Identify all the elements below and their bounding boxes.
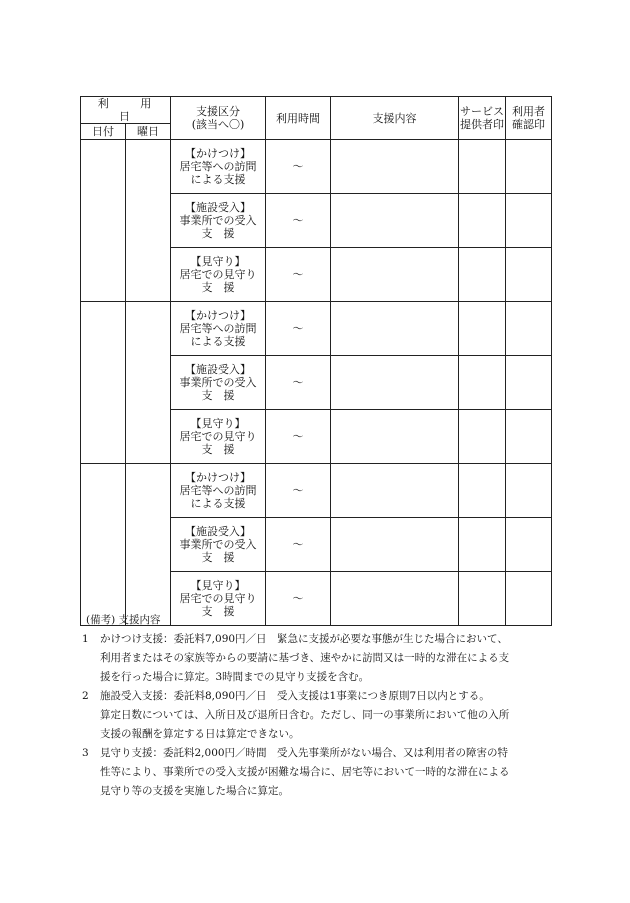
- content-cell[interactable]: [331, 464, 459, 518]
- category-line: 【施設受入】: [185, 201, 251, 214]
- note-item: [82, 744, 552, 801]
- content-cell[interactable]: [331, 194, 459, 248]
- time-cell[interactable]: ～: [266, 140, 331, 194]
- note-line: 性等により、事業所での受入支援が困難な場合に、居宅等において一時的な滞在による: [100, 766, 510, 778]
- date-cell[interactable]: [81, 464, 126, 626]
- category-line: 居宅での見守り: [179, 430, 257, 443]
- category-cell[interactable]: [171, 410, 266, 464]
- user-seal-cell[interactable]: [506, 194, 552, 248]
- category-line: 居宅等への訪問: [179, 160, 257, 173]
- time-cell[interactable]: ～: [266, 302, 331, 356]
- note-line: 見守り支援：委託料2,000円／時間 受入先事業所がない場合、又は利用者の障害の特: [100, 747, 509, 759]
- category-line: 支 援: [201, 443, 235, 456]
- time-cell[interactable]: ～: [266, 572, 331, 626]
- weekday-cell[interactable]: [126, 140, 171, 302]
- category-line: 居宅等への訪問: [179, 322, 257, 335]
- time-cell[interactable]: ～: [266, 194, 331, 248]
- category-line: 支 援: [201, 551, 235, 564]
- category-line: による支援: [190, 335, 246, 348]
- user-seal-cell[interactable]: [506, 464, 552, 518]
- date-header: 日付: [81, 124, 126, 140]
- note-number: 3: [82, 747, 89, 759]
- note-line: 援を行った場合に算定。3時間までの見守り支援を含む。: [100, 671, 370, 683]
- date-cell[interactable]: [81, 140, 126, 302]
- content-cell[interactable]: [331, 302, 459, 356]
- table-row: [81, 302, 552, 356]
- category-cell[interactable]: [171, 464, 266, 518]
- provider-seal-cell[interactable]: [459, 356, 506, 410]
- note-line: 施設受入支援：委託料8,090円／日 受入支援は1事業につき原則7日以内とする。: [100, 690, 490, 702]
- category-line: 【かけつけ】: [185, 471, 251, 484]
- provider-seal-cell[interactable]: [459, 410, 506, 464]
- notes-heading: (備考) 支援内容: [86, 614, 161, 626]
- note-line: 見守り等の支援を実施した場合に算定。: [100, 785, 289, 797]
- note-item: [82, 630, 552, 687]
- support-record-table: [80, 96, 552, 626]
- category-line: 【見守り】: [190, 417, 246, 430]
- category-line: 【かけつけ】: [185, 147, 251, 160]
- content-header: 支援内容: [331, 97, 459, 140]
- content-cell[interactable]: [331, 356, 459, 410]
- date-group-header: 利 用 日: [81, 97, 171, 124]
- user-seal-cell[interactable]: [506, 140, 552, 194]
- category-line: 事業所での受入: [179, 538, 257, 551]
- content-cell[interactable]: [331, 518, 459, 572]
- table-row: [81, 140, 552, 194]
- provider-seal-cell[interactable]: [459, 518, 506, 572]
- provider-seal-cell[interactable]: [459, 140, 506, 194]
- user-seal-cell[interactable]: [506, 248, 552, 302]
- category-line: 【施設受入】: [185, 525, 251, 538]
- time-cell[interactable]: ～: [266, 464, 331, 518]
- category-line: 事業所での受入: [179, 376, 257, 389]
- note-line: 支援の報酬を算定する日は算定できない。: [100, 728, 300, 740]
- category-cell[interactable]: [171, 140, 266, 194]
- content-cell[interactable]: [331, 410, 459, 464]
- table-row: [81, 464, 552, 518]
- provider-seal-header: サービス 提供者印: [459, 97, 506, 140]
- note-line: かけつけ支援：委託料7,090円／日 緊急に支援が必要な事態が生じた場合において、: [100, 633, 508, 645]
- notes-section: [82, 611, 552, 801]
- category-line: 居宅での見守り: [179, 592, 257, 605]
- time-cell[interactable]: ～: [266, 248, 331, 302]
- provider-seal-cell[interactable]: [459, 248, 506, 302]
- category-line: による支援: [190, 497, 246, 510]
- user-seal-cell[interactable]: [506, 518, 552, 572]
- category-line: 居宅での見守り: [179, 268, 257, 281]
- category-line: 支 援: [201, 605, 235, 618]
- provider-seal-cell[interactable]: [459, 194, 506, 248]
- provider-seal-cell[interactable]: [459, 302, 506, 356]
- weekday-cell[interactable]: [126, 302, 171, 464]
- category-line: 支 援: [201, 227, 235, 240]
- category-line: 【見守り】: [190, 255, 246, 268]
- category-line: 居宅等への訪問: [179, 484, 257, 497]
- category-line: 【見守り】: [190, 579, 246, 592]
- note-number: 1: [82, 633, 89, 645]
- time-cell[interactable]: ～: [266, 518, 331, 572]
- date-cell[interactable]: [81, 302, 126, 464]
- category-cell[interactable]: [171, 518, 266, 572]
- content-cell[interactable]: [331, 248, 459, 302]
- user-seal-cell[interactable]: [506, 356, 552, 410]
- category-header: 支援区分 (該当へ〇): [171, 97, 266, 140]
- category-line: による支援: [190, 173, 246, 186]
- user-seal-header: 利用者 確認印: [506, 97, 552, 140]
- time-header: 利用時間: [266, 97, 331, 140]
- category-cell[interactable]: [171, 194, 266, 248]
- note-item: [82, 687, 552, 744]
- category-line: 【かけつけ】: [185, 309, 251, 322]
- category-cell[interactable]: [171, 356, 266, 410]
- weekday-cell[interactable]: [126, 464, 171, 626]
- time-cell[interactable]: ～: [266, 410, 331, 464]
- time-cell[interactable]: ～: [266, 356, 331, 410]
- category-cell[interactable]: [171, 302, 266, 356]
- category-cell[interactable]: [171, 248, 266, 302]
- provider-seal-cell[interactable]: [459, 464, 506, 518]
- user-seal-cell[interactable]: [506, 410, 552, 464]
- content-cell[interactable]: [331, 140, 459, 194]
- weekday-header: 曜日: [126, 124, 171, 140]
- category-line: 支 援: [201, 281, 235, 294]
- category-line: 事業所での受入: [179, 214, 257, 227]
- user-seal-cell[interactable]: [506, 302, 552, 356]
- category-line: 支 援: [201, 389, 235, 402]
- note-line: 利用者またはその家族等からの要請に基づき、速やかに訪問又は一時的な滞在による支: [100, 652, 510, 664]
- note-line: 算定日数については、入所日及び退所日含む。ただし、同一の事業所において他の入所: [100, 709, 510, 721]
- note-number: 2: [82, 690, 89, 702]
- category-line: 【施設受入】: [185, 363, 251, 376]
